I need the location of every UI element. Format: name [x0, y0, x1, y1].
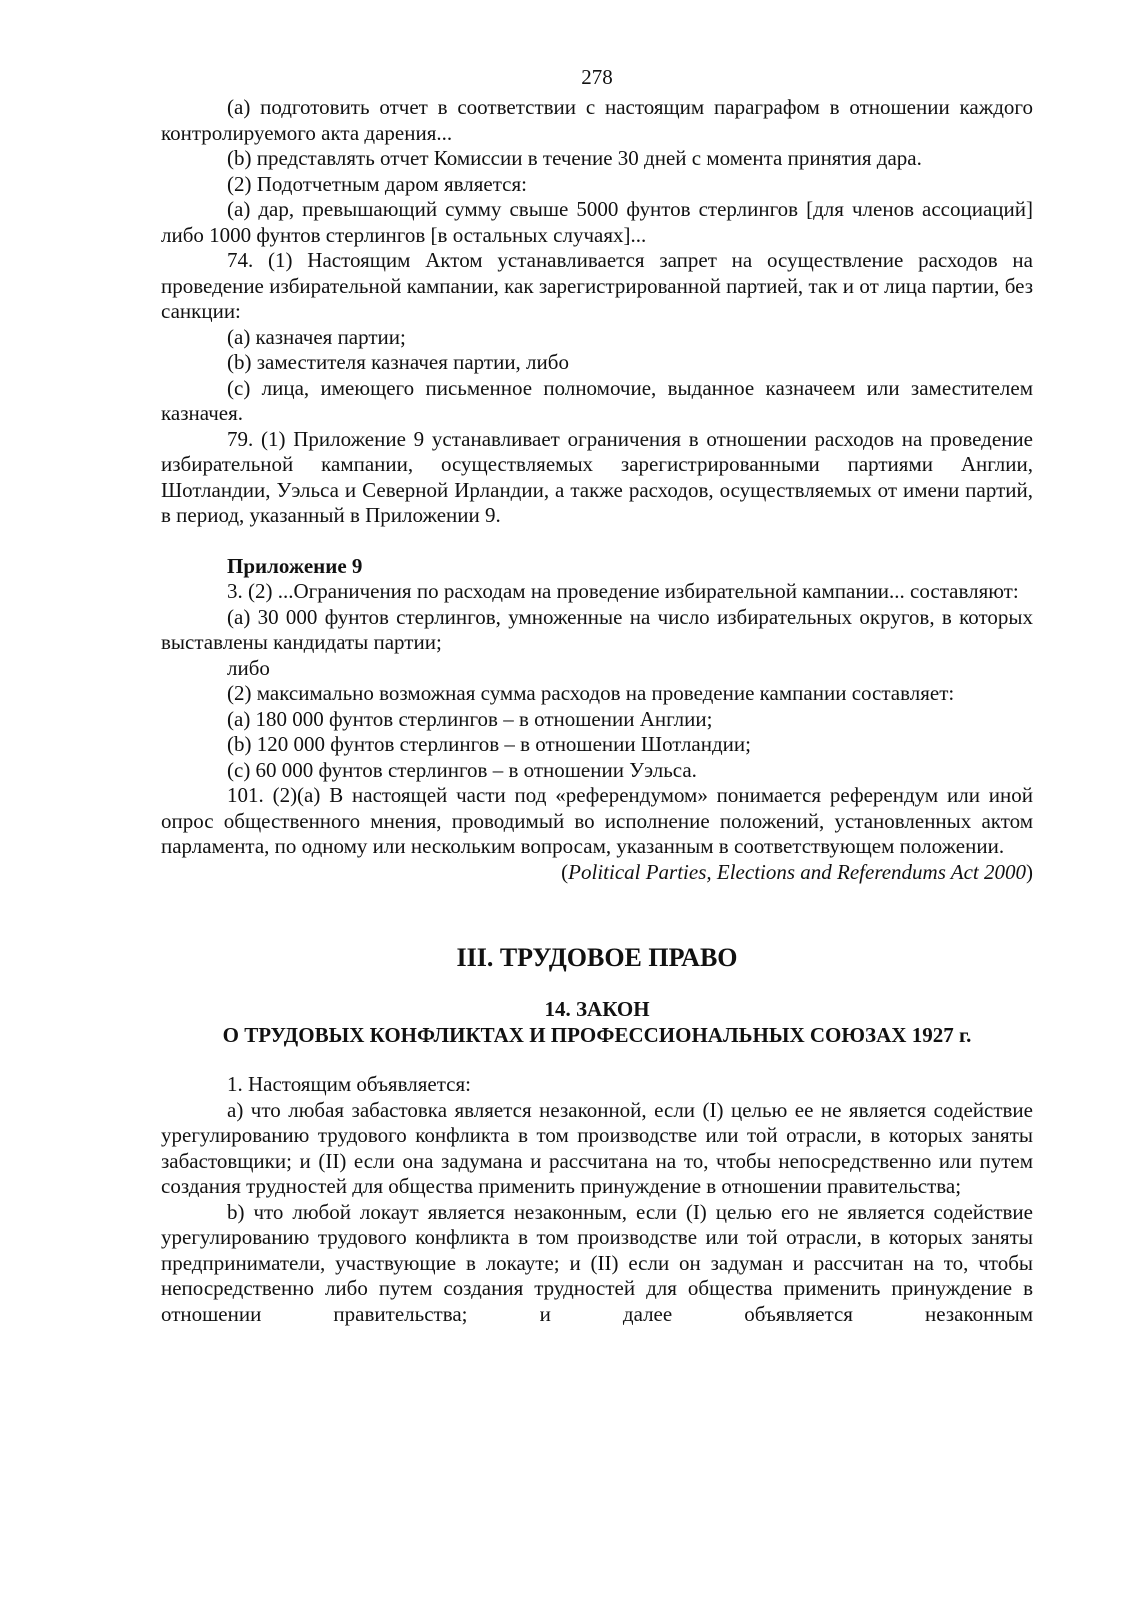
annex-heading: Приложение 9: [227, 553, 363, 578]
paragraph-annex-wales: (c) 60 000 фунтов стерлингов – в отношении Уэльса.: [227, 757, 697, 782]
citation-close-paren: ): [1026, 859, 1033, 884]
paragraph-law-intro: 1. Настоящим объявляется:: [227, 1072, 471, 1096]
title-spacer: [161, 1048, 1033, 1072]
paragraph-annex-or: либо: [227, 655, 270, 680]
paragraph-deputy-treasurer: (b) заместителя казначея партии, либо: [227, 350, 569, 374]
paragraph-section-79: 79. (1) Приложение 9 устанавливает ограничения в отношении расходов на проведение избирательной кампании, осуществляемых зарегистрированными партиями Англии, Шотландии, Уэльса и Северной Ирландии, а также расходов, осуществляемых от имени партий, в период, указанный в Приложении 9.: [161, 426, 1033, 527]
paragraph-section-101: 101. (2)(a) В настоящей части под «референдумом» понимается референдум или иной опрос общественного мнения, проводимый во исполнение положений, установленных актом парламента, по одному или нескольким вопросам, указанным в соответствующем положении.: [161, 783, 1033, 858]
law-title: О ТРУДОВЫХ КОНФЛИКТАХ И ПРОФЕССИОНАЛЬНЫХ СОЮЗАХ 1927 г.: [222, 1022, 972, 1047]
paragraph-law-strike: a) что любая забастовка является незаконной, если (I) целью ее не является содействие урегулированию трудового конфликта в том производстве или той отрасли, в которых заняты забастовщики; и (II) если она задумана и рассчитана на то, чтобы непосредственно или путем создания трудностей для общества применить принуждение в отношении правительства;: [161, 1097, 1033, 1198]
paragraph-annex-maximum: (2) максимально возможная сумма расходов на проведение кампании составляет:: [227, 681, 955, 705]
paragraph-report-duty: (a) подготовить отчет в соответствии с настоящим параграфом в отношении каждого контролируемого акта дарения...: [161, 95, 1033, 145]
paragraph-annex-scotland: (b) 120 000 фунтов стерлингов – в отношении Шотландии;: [227, 732, 751, 756]
paragraph-gift-threshold: (a) дар, превышающий сумму свыше 5000 фунтов стерлингов [для членов ассоциаций] либо 1000 фунтов стерлингов [в остальных случаях]...: [161, 197, 1033, 247]
paragraph-law-lockout: b) что любой локаут является незаконным, если (I) целью его не является содействие урегулированию трудового конфликта в том производстве или той отрасли, в которых заняты предприниматели, участвующие в локауте; и (II) если он задуман и рассчитан на то, чтобы непосредственно либо путем создания трудностей для общества применить принуждение в отношении правительства; и далее объявляется незаконным: [161, 1199, 1033, 1326]
document-page: [161, 62, 1033, 1327]
paragraph-annex-england: (a) 180 000 фунтов стерлингов – в отношении Англии;: [227, 706, 713, 731]
paragraph-reportable-gift: (2) Подотчетным даром является:: [227, 171, 527, 196]
paragraph-annex-limits: 3. (2) ...Ограничения по расходам на проведение избирательной кампании... составляют:: [227, 579, 1019, 603]
page-number: 278: [581, 65, 613, 89]
paragraph-section-74: 74. (1) Настоящим Актом устанавливается запрет на осуществление расходов на проведение избирательной кампании, как зарегистрированной партией, так и от лица партии, без санкции:: [161, 248, 1033, 323]
law-number: 14. ЗАКОН: [544, 997, 650, 1021]
paragraph-authorized-person: (c) лица, имеющего письменное полномочие, выданное казначеем или заместителем казначея.: [161, 375, 1033, 425]
citation-text: Political Parties, Elections and Referendums Act 2000: [568, 859, 1026, 884]
source-citation: [161, 860, 1033, 886]
paragraph-treasurer: (a) казначея партии;: [227, 324, 406, 349]
section-title: III. ТРУДОВОЕ ПРАВО: [456, 943, 738, 972]
paragraph-report-deadline: (b) представлять отчет Комиссии в течение 30 дней с момента принятия дара.: [227, 146, 922, 170]
citation-open-paren: (: [561, 859, 569, 884]
paragraph-annex-per-constituency: (a) 30 000 фунтов стерлингов, умноженные на число избирательных округов, в которых выставлены кандидаты партии;: [161, 604, 1033, 654]
